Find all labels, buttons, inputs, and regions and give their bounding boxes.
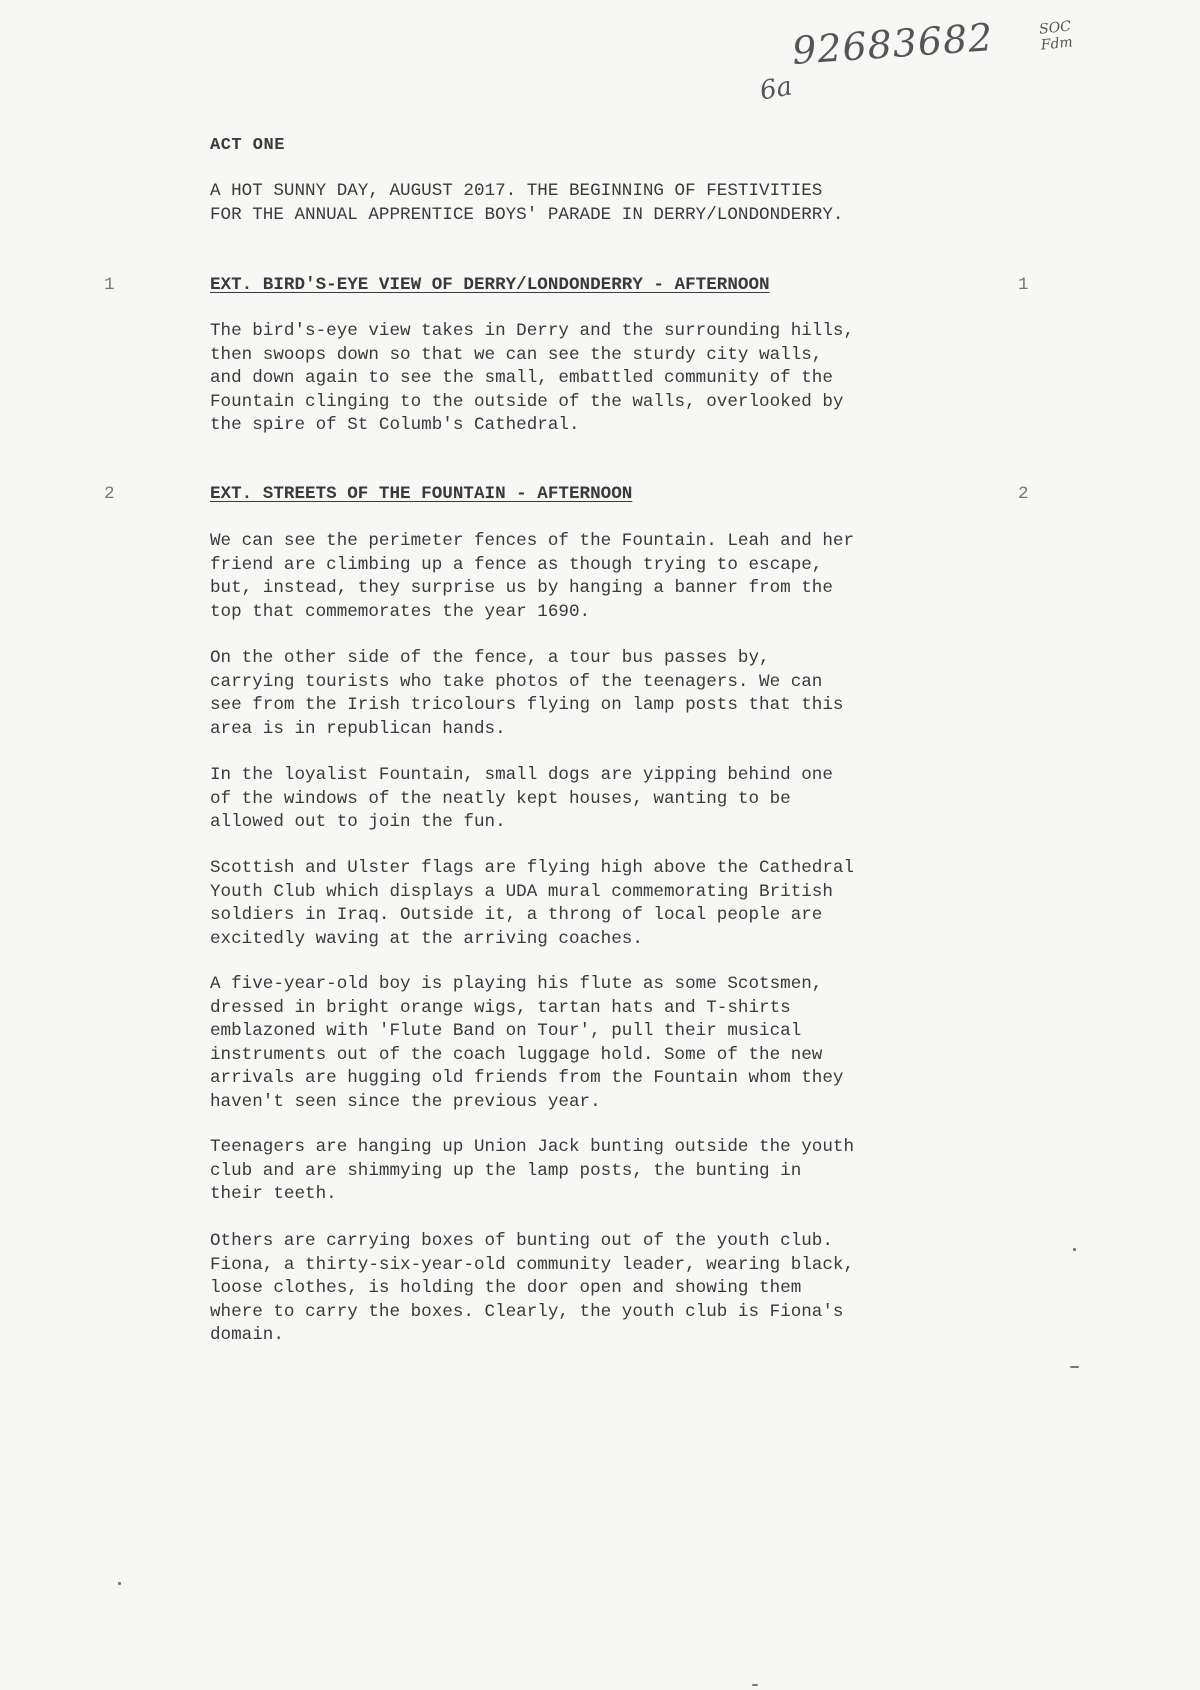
scene-heading-1 xyxy=(0,275,1200,299)
handwritten-mark: 6a xyxy=(757,71,795,107)
scene-number-left: 2 xyxy=(104,484,115,504)
scene-paragraph: We can see the perimeter fences of the Fountain. Leah and her friend are climbing up a fence as though trying to escape, but, instead, they surprise us by hanging a banner from the top that commemorates the year 1690. xyxy=(210,531,855,622)
scene-number-right: 2 xyxy=(1018,484,1029,504)
scene-title: EXT. BIRD'S-EYE VIEW OF DERRY/LONDONDERRY - AFTERNOON xyxy=(210,275,770,295)
scene-number-left: 1 xyxy=(104,275,115,295)
scene-heading-2 xyxy=(0,484,1200,508)
scene-paragraph: The bird's-eye view takes in Derry and the surrounding hills, then swoops down so that we can see the sturdy city walls, and down again to see the small, embattled community of the Fountain clinging to the outside of the walls, overlooked by the spire of St Columb's Cathedral. xyxy=(210,321,855,435)
scene-number-right: 1 xyxy=(1018,275,1029,295)
scan-speck xyxy=(752,1684,758,1686)
handwritten-number: 92683682 xyxy=(790,15,995,73)
scene-paragraph: Teenagers are hanging up Union Jack bunting outside the youth club and are shimmying up the lamp posts, the bunting in their teeth. xyxy=(210,1137,855,1204)
scene-paragraph: A five-year-old boy is playing his flute as some Scotsmen, dressed in bright orange wigs, tartan hats and T-shirts emblazoned with 'Flute Band on Tour', pull their musical instruments out of the coach luggage hold. Some of the new arrivals are hugging old friends from the Fountain whom they haven't seen since the previous year. xyxy=(210,974,844,1112)
act-title: ACT ONE xyxy=(210,136,285,155)
scene-paragraph: On the other side of the fence, a tour bus passes by, carrying tourists who take photos of the teenagers. We can see from the Irish tricolours flying on lamp posts that this area is in republican hands. xyxy=(210,648,844,739)
intro-text: A HOT SUNNY DAY, AUGUST 2017. THE BEGINNING OF FESTIVITIES FOR THE ANNUAL APPRENTICE BOYS' PARADE IN DERRY/LONDONDERRY. xyxy=(210,181,844,225)
scene-title: EXT. STREETS OF THE FOUNTAIN - AFTERNOON xyxy=(210,484,633,504)
scene-paragraph: Others are carrying boxes of bunting out of the youth club. Fiona, a thirty-six-year-old community leader, wearing black, loose clothes, is holding the door open and showing them where to carry the boxes. Clearly, the youth club is Fiona's domain. xyxy=(210,1231,855,1345)
scene-paragraph: In the loyalist Fountain, small dogs are yipping behind one of the windows of the neatly kept houses, wanting to be allowed out to join the fun. xyxy=(210,765,833,832)
scene-paragraph: Scottish and Ulster flags are flying high above the Cathedral Youth Club which displays a UDA mural commemorating British soldiers in Iraq. Outside it, a throng of local people are excitedly waving at the arriving coaches. xyxy=(210,858,855,949)
handwritten-note: SOC Fdm xyxy=(1038,18,1074,54)
scan-speck xyxy=(1073,1248,1076,1251)
scan-speck xyxy=(1070,1366,1079,1368)
scan-speck xyxy=(118,1582,121,1585)
